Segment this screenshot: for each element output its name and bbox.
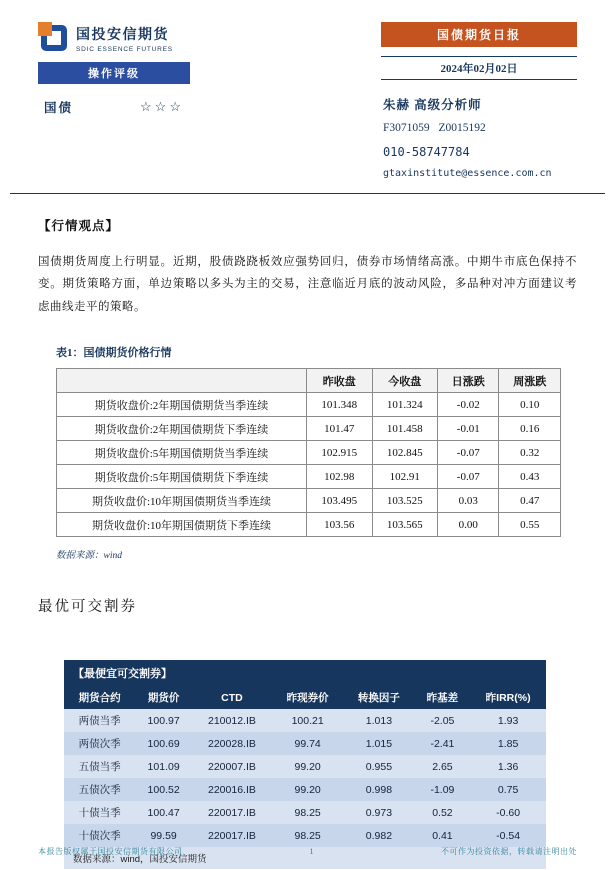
table-cell: 0.955 bbox=[343, 755, 414, 778]
rating-stars: ☆☆☆ bbox=[140, 99, 184, 114]
page-number: 1 bbox=[309, 847, 314, 856]
table-row bbox=[57, 393, 561, 417]
table-cell: -2.41 bbox=[415, 732, 471, 755]
row-label: 期货收盘价:5年期国债期货当季连续 bbox=[57, 441, 307, 465]
table-cell: 99.20 bbox=[272, 778, 343, 801]
table-cell: 0.10 bbox=[499, 393, 561, 417]
table-cell: -0.01 bbox=[438, 417, 499, 441]
table-cell: 五债次季 bbox=[64, 778, 135, 801]
table-cell: 五债当季 bbox=[64, 755, 135, 778]
market-view-heading: 【行情观点】 bbox=[38, 219, 120, 233]
header-cell-empty bbox=[57, 369, 307, 393]
table-cell: -0.02 bbox=[438, 393, 499, 417]
ctd-table-header-row bbox=[64, 686, 546, 709]
table-cell: 99.74 bbox=[272, 732, 343, 755]
instrument-rating-row bbox=[38, 98, 190, 116]
analyst-name: 朱赫 高级分析师 bbox=[383, 98, 482, 112]
table-row bbox=[64, 801, 546, 824]
header-cell: 今收盘 bbox=[372, 369, 438, 393]
table-cell: 两债当季 bbox=[64, 709, 135, 732]
table-cell: 两债次季 bbox=[64, 732, 135, 755]
table-cell: 102.845 bbox=[372, 441, 438, 465]
table-cell: 99.59 bbox=[135, 824, 192, 847]
table-cell: 99.20 bbox=[272, 755, 343, 778]
page-header bbox=[38, 22, 577, 179]
table-cell: 102.91 bbox=[372, 465, 438, 489]
table-cell: 210012.IB bbox=[192, 709, 272, 732]
table-cell: 100.97 bbox=[135, 709, 192, 732]
table-cell: 101.09 bbox=[135, 755, 192, 778]
header-cell: 日涨跌 bbox=[438, 369, 499, 393]
price-table bbox=[56, 368, 561, 537]
price-table-title: 表1：国债期货价格行情 bbox=[56, 347, 172, 360]
table-row bbox=[64, 824, 546, 847]
brand-subtitle: SDIC ESSENCE FUTURES bbox=[76, 46, 173, 53]
table-cell: -2.05 bbox=[415, 709, 471, 732]
row-label: 期货收盘价:10年期国债期货下季连续 bbox=[57, 513, 307, 537]
brand-block bbox=[38, 22, 348, 53]
table-cell: 0.973 bbox=[343, 801, 414, 824]
table-row bbox=[64, 709, 546, 732]
table-cell: 220017.IB bbox=[192, 824, 272, 847]
table-cell: 100.47 bbox=[135, 801, 192, 824]
ctd-table-title-row bbox=[64, 660, 546, 686]
table-cell: 0.43 bbox=[499, 465, 561, 489]
table-cell: 十债次季 bbox=[64, 824, 135, 847]
table-cell: 220007.IB bbox=[192, 755, 272, 778]
table-cell: 103.565 bbox=[372, 513, 438, 537]
header-cell: 周涨跌 bbox=[499, 369, 561, 393]
table-row bbox=[57, 489, 561, 513]
brand-text bbox=[76, 22, 173, 53]
header-divider bbox=[10, 193, 605, 194]
table-cell: 0.52 bbox=[415, 801, 471, 824]
row-label: 期货收盘价:2年期国债期货下季连续 bbox=[57, 417, 307, 441]
table-cell: 2.65 bbox=[415, 755, 471, 778]
report-date: 2024年02月02日 bbox=[381, 56, 577, 80]
table-row bbox=[57, 465, 561, 489]
table-cell: 1.85 bbox=[470, 732, 546, 755]
table-cell: 100.52 bbox=[135, 778, 192, 801]
header-cell: CTD bbox=[192, 686, 272, 709]
table-cell: 101.47 bbox=[307, 417, 373, 441]
report-title-banner: 国债期货日报 bbox=[381, 22, 577, 47]
table-cell: 103.56 bbox=[307, 513, 373, 537]
header-cell: 期货价 bbox=[135, 686, 192, 709]
analyst-block bbox=[381, 95, 577, 179]
header-cell: 转换因子 bbox=[343, 686, 414, 709]
logo-orange-square bbox=[38, 22, 52, 36]
analyst-email: gtaxinstitute@essence.com.cn bbox=[383, 168, 552, 179]
market-view-paragraph: 国债期货周度上行明显。近期，股债跷跷板效应强势回归，债券市场情绪高涨。中期牛市底色保持不变。期货策略方面，单边策略以多头为主的交易，注意临近月底的波动风险，多品种对冲方面建议考虑曲线走平的策略。 bbox=[38, 256, 577, 313]
table-cell: 102.98 bbox=[307, 465, 373, 489]
table-cell: 100.21 bbox=[272, 709, 343, 732]
table-cell: 0.03 bbox=[438, 489, 499, 513]
analyst-phone: 010-58747784 bbox=[383, 145, 470, 159]
header-right-column bbox=[381, 22, 577, 179]
table-cell: 0.32 bbox=[499, 441, 561, 465]
table-cell: 103.525 bbox=[372, 489, 438, 513]
table-cell: 1.015 bbox=[343, 732, 414, 755]
table-cell: 0.982 bbox=[343, 824, 414, 847]
table-cell: 1.36 bbox=[470, 755, 546, 778]
instrument-label: 国债 bbox=[44, 101, 74, 115]
table-cell: -0.54 bbox=[470, 824, 546, 847]
row-label: 期货收盘价:2年期国债期货当季连续 bbox=[57, 393, 307, 417]
table-cell: 102.915 bbox=[307, 441, 373, 465]
operation-rating-bar: 操作评级 bbox=[38, 62, 190, 84]
ctd-table bbox=[64, 660, 546, 869]
page-footer bbox=[38, 846, 577, 857]
table-row bbox=[57, 513, 561, 537]
header-cell: 昨收盘 bbox=[307, 369, 373, 393]
table-row bbox=[57, 417, 561, 441]
table-cell: -0.07 bbox=[438, 441, 499, 465]
footer-disclaimer: 不可作为投资依据，转载请注明出处 bbox=[441, 847, 577, 856]
table-cell: 0.41 bbox=[415, 824, 471, 847]
brand-name: 国投安信期货 bbox=[76, 26, 169, 42]
table-row bbox=[64, 778, 546, 801]
table-cell: -1.09 bbox=[415, 778, 471, 801]
header-cell: 期货合约 bbox=[64, 686, 135, 709]
table-cell: 101.458 bbox=[372, 417, 438, 441]
ctd-table-title: 【最便宜可交割券】 bbox=[64, 660, 546, 686]
table-cell: 0.47 bbox=[499, 489, 561, 513]
table-cell: 0.16 bbox=[499, 417, 561, 441]
table-cell: 0.00 bbox=[438, 513, 499, 537]
table-cell: 101.348 bbox=[307, 393, 373, 417]
table-cell: 103.495 bbox=[307, 489, 373, 513]
table-cell: 0.75 bbox=[470, 778, 546, 801]
header-left-column bbox=[38, 22, 348, 116]
header-cell: 昨基差 bbox=[415, 686, 471, 709]
header-cell: 昨IRR(%) bbox=[470, 686, 546, 709]
table-cell: 0.998 bbox=[343, 778, 414, 801]
price-table-header-row bbox=[57, 369, 561, 393]
footer-copyright: 本报告版权属于国投安信期货有限公司 bbox=[38, 847, 183, 856]
table-cell: -0.07 bbox=[438, 465, 499, 489]
header-cell: 昨现券价 bbox=[272, 686, 343, 709]
table-cell: 98.25 bbox=[272, 801, 343, 824]
table-cell: 100.69 bbox=[135, 732, 192, 755]
brand-logo-icon bbox=[38, 22, 68, 52]
table-row bbox=[57, 441, 561, 465]
table-cell: -0.60 bbox=[470, 801, 546, 824]
table-cell: 220028.IB bbox=[192, 732, 272, 755]
table-cell: 220017.IB bbox=[192, 801, 272, 824]
price-table-source-note: 数据来源：wind bbox=[56, 551, 122, 562]
table-cell: 0.55 bbox=[499, 513, 561, 537]
table-cell: 98.25 bbox=[272, 824, 343, 847]
table-cell: 1.013 bbox=[343, 709, 414, 732]
table-cell: 220016.IB bbox=[192, 778, 272, 801]
row-label: 期货收盘价:10年期国债期货当季连续 bbox=[57, 489, 307, 513]
table-row bbox=[64, 732, 546, 755]
analyst-license: F3071059 Z0015192 bbox=[383, 122, 486, 134]
table-cell: 1.93 bbox=[470, 709, 546, 732]
row-label: 期货收盘价:5年期国债期货下季连续 bbox=[57, 465, 307, 489]
table-row bbox=[64, 755, 546, 778]
ctd-source-note: 数据来源：wind，国投安信期货 bbox=[64, 847, 546, 869]
ctd-section-heading: 最优可交割券 bbox=[38, 599, 137, 616]
table-cell: 十债当季 bbox=[64, 801, 135, 824]
table-cell: 101.324 bbox=[372, 393, 438, 417]
